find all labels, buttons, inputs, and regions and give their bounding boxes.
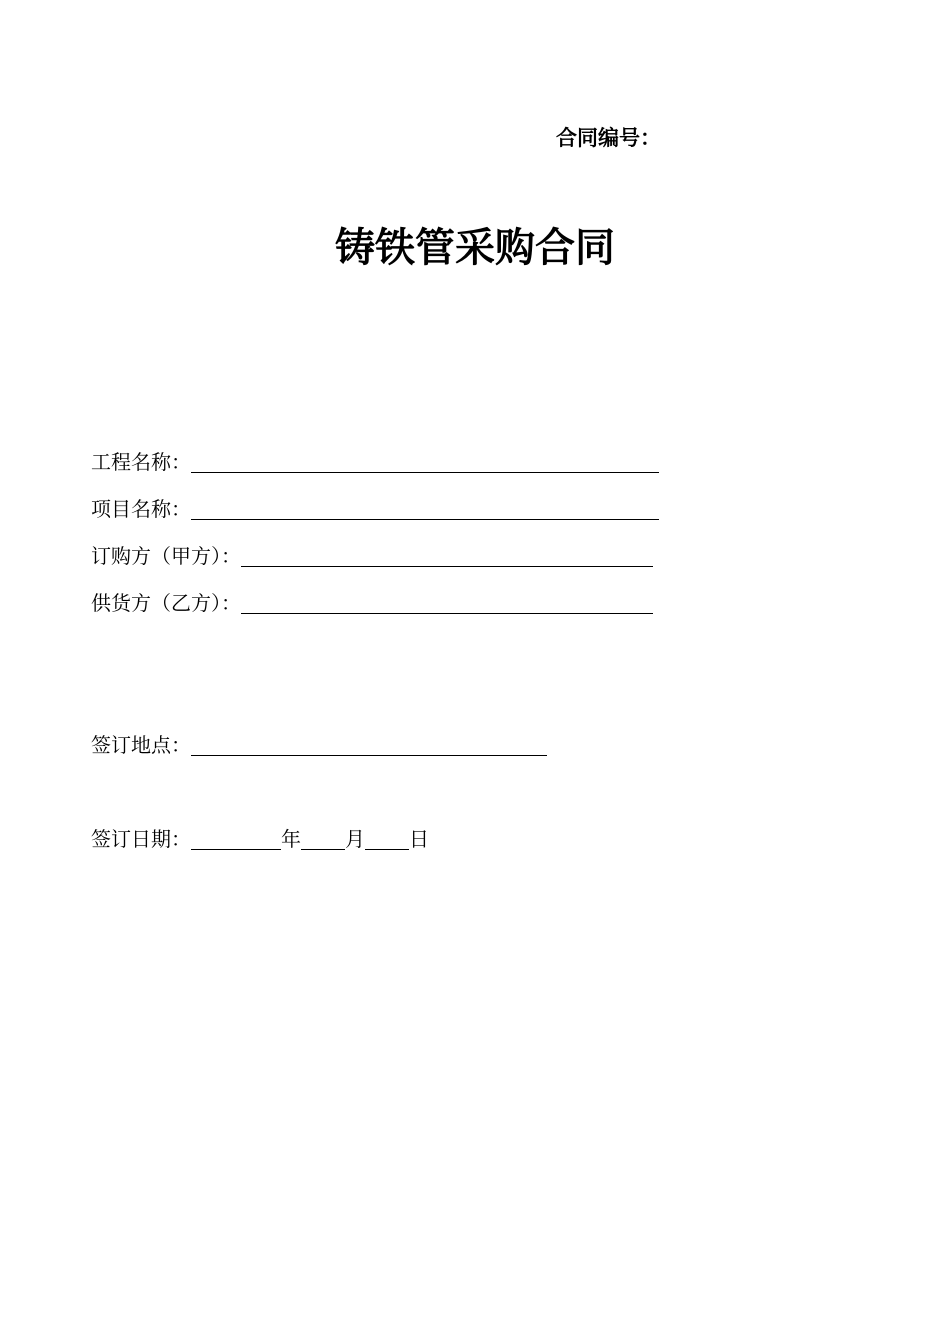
sign-date-row [91,825,429,853]
sign-place-row [91,731,547,759]
day-blank[interactable] [365,827,409,850]
project-name-row [91,448,659,476]
supplier-blank[interactable] [241,591,653,614]
month-unit: 月 [345,827,365,851]
item-name-row [91,495,659,523]
contract-number-label: 合同编号： [556,126,661,150]
project-name-label: 工程名称： [91,450,191,474]
supplier-label: 供货方（乙方）： [91,591,241,615]
sign-place-blank[interactable] [191,733,547,756]
item-name-blank[interactable] [191,497,659,520]
item-name-label: 项目名称： [91,497,191,521]
buyer-row [91,542,653,570]
sign-date-label: 签订日期： [91,827,191,851]
sign-place-label: 签订地点： [91,733,191,757]
year-blank[interactable] [191,827,281,850]
document-title: 铸铁管采购合同 [335,225,615,271]
supplier-row [91,589,653,617]
project-name-blank[interactable] [191,450,659,473]
buyer-blank[interactable] [241,544,653,567]
month-blank[interactable] [301,827,345,850]
day-unit: 日 [409,827,429,851]
buyer-label: 订购方（甲方）： [91,544,241,568]
year-unit: 年 [281,827,301,851]
